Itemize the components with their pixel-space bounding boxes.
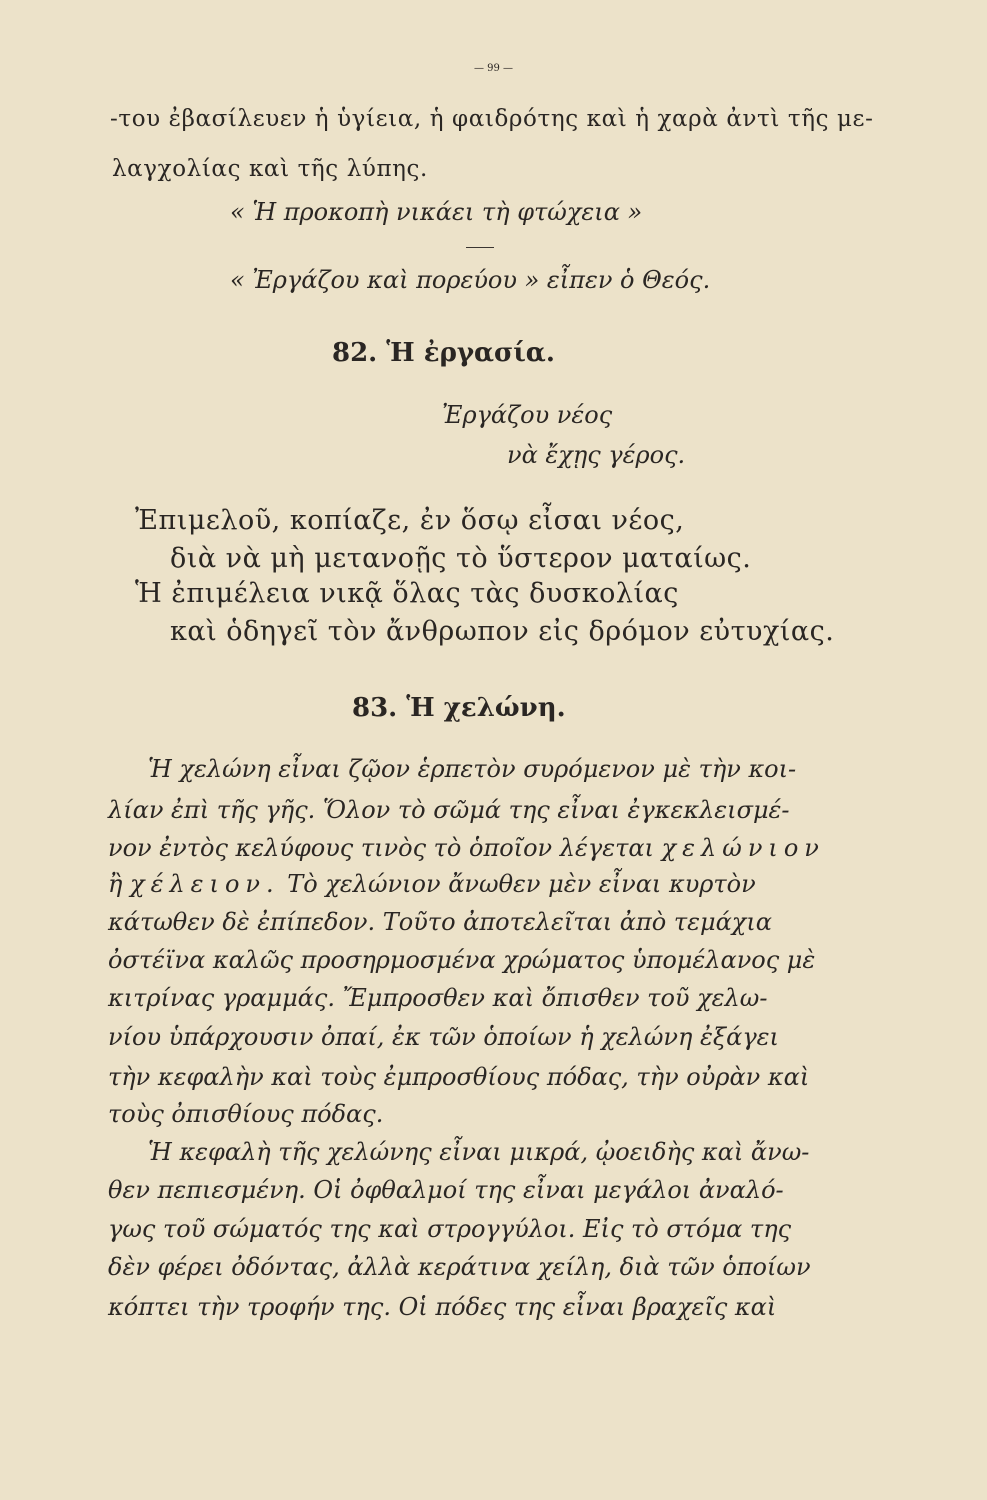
text-run: κόπτει τὴν τροφήν της. Οἱ πόδες της εἶναι βραχεῖς καὶ xyxy=(108,1293,777,1321)
page-number: — 99 — xyxy=(473,63,514,74)
divider xyxy=(466,247,494,248)
text-run: ὀστέϊνα καλῶς προσηρμοσμένα χρώματος ὑπομέλανος μὲ xyxy=(108,946,816,974)
text-run: κιτρίνας γραμμάς. Ἔμπροσθεν καὶ ὄπισθεν τοῦ χελω- xyxy=(108,984,768,1012)
proverb: « Ἐργάζου καὶ πορεύου » εἶπεν ὁ Θεός. xyxy=(230,266,711,294)
proverb: « Ἡ προκοπὴ νικάει τὴ φτώχεια » xyxy=(230,198,643,226)
text-run: Ἡ κεφαλὴ τῆς χελώνης εἶναι μικρά, ᾠοειδὴς καὶ ἄνω- xyxy=(148,1138,810,1166)
text-run: κάτωθεν δὲ ἐπίπεδον. Τοῦτο ἀποτελεῖται ἀπὸ τεμάχια xyxy=(108,908,772,936)
text-run: νίου ὑπάρχουσιν ὀπαί, ἐκ τῶν ὁποίων ἡ χελώνη ἐξάγει xyxy=(108,1023,779,1051)
paragraph-line xyxy=(108,986,838,1010)
text-run: Ἡ χελώνη εἶναι ζῷον ἑρπετὸν συρόμενον μὲ τὴν κοι- xyxy=(148,755,797,783)
motto-line: νὰ ἔχῃς γέρος. xyxy=(507,441,686,469)
poem-line: διὰ νὰ μὴ μετανοῇς τὸ ὕστερον ματαίως. xyxy=(170,543,752,574)
paragraph-line xyxy=(108,1025,838,1049)
text-run: δὲν φέρει ὀδόντας, ἀλλὰ κεράτινα χείλη, διὰ τῶν ὁποίων xyxy=(108,1253,811,1281)
paragraph-line xyxy=(108,836,825,860)
paragraph-line xyxy=(108,1065,838,1089)
paragraph-line xyxy=(108,1102,383,1126)
text-line: -του ἐβασίλευεν ἡ ὑγίεια, ἡ φαιδρότης καὶ ἡ χαρὰ ἀντὶ τῆς με- xyxy=(110,106,874,132)
paragraph-line xyxy=(148,757,838,781)
term-highlight: χελώνιον xyxy=(661,834,825,862)
section-heading: 83. Ἡ χελώνη. xyxy=(352,693,566,723)
text-line: λαγχολίας καὶ τῆς λύπης. xyxy=(112,156,428,182)
text-run: τοὺς ὀπισθίους πόδας. xyxy=(108,1100,384,1128)
text-run: τὴν κεφαλὴν καὶ τοὺς ἐμπροσθίους πόδας, τὴν οὐρὰν καὶ xyxy=(108,1063,810,1091)
term-highlight: χέλειον. xyxy=(130,870,280,898)
text-run: γως τοῦ σώματός της καὶ στρογγύλοι. Εἰς τὸ στόμα της xyxy=(108,1215,792,1243)
paragraph-line xyxy=(108,1178,838,1202)
paragraph-line xyxy=(108,910,838,934)
paragraph-line xyxy=(108,1217,838,1241)
motto-line: Ἐργάζου νέος xyxy=(442,401,613,429)
paragraph-line xyxy=(108,948,838,972)
paragraph-line xyxy=(108,1255,838,1279)
paragraph-line xyxy=(108,1295,838,1319)
text-run: Τὸ χελώνιον ἄνωθεν μὲν εἶναι κυρτὸν xyxy=(287,870,756,898)
paragraph-line xyxy=(148,1140,838,1164)
text-run: ἢ xyxy=(108,870,123,898)
text-run: λίαν ἐπὶ τῆς γῆς. Ὅλον τὸ σῶμά της εἶναι ἐγκεκλεισμέ- xyxy=(108,796,790,824)
poem-line: Ἡ ἐπιμέλεια νικᾷ ὅλας τὰς δυσκολίας xyxy=(135,578,679,609)
text-run: νον ἐντὸς κελύφους τινὸς τὸ ὁποῖον λέγεται xyxy=(108,834,654,862)
paragraph-line xyxy=(108,798,838,822)
paragraph-line xyxy=(108,872,756,896)
poem-line: Ἐπιμελοῦ, κοπίαζε, ἐν ὅσῳ εἶσαι νέος, xyxy=(135,505,685,536)
poem-line: καὶ ὁδηγεῖ τὸν ἄνθρωπον εἰς δρόμον εὐτυχίας. xyxy=(170,616,835,647)
section-heading: 82. Ἡ ἐργασία. xyxy=(332,338,555,368)
text-run: θεν πεπιεσμένη. Οἱ ὀφθαλμοί της εἶναι μεγάλοι ἀναλό- xyxy=(108,1176,784,1204)
